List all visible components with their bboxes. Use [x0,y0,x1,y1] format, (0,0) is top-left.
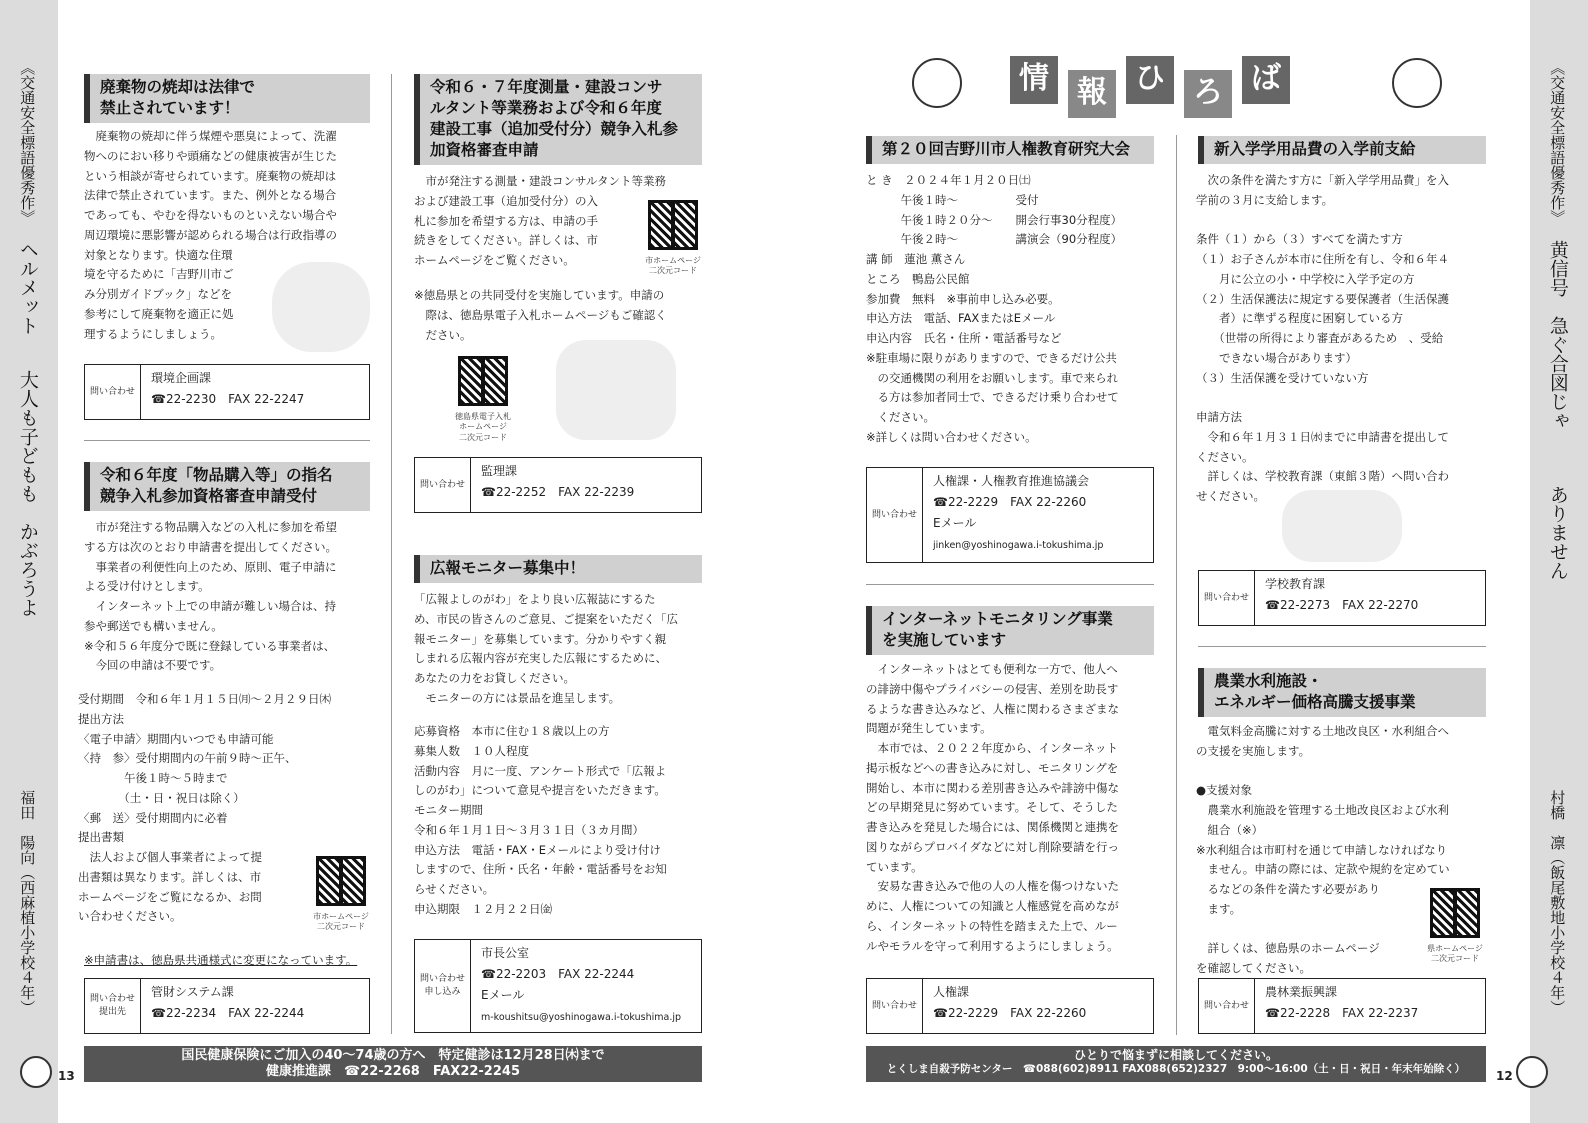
survey-contact-label: 問い合わせ [415,458,471,512]
footer-right-line1: ひとりで悩まずに相談してください。 [1073,1048,1278,1062]
goods-contact-dept: 管財システム課 [151,985,234,999]
agri-qr-code-icon [1430,888,1480,938]
agri-title: 農業水利施設・ エネルギー価格高騰支援事業 [1198,668,1486,717]
survey-qr1-caption: 市ホームページ 二次元コード [645,256,701,276]
survey-note: ※徳島県との共同受付を実施しています。申請の 際は、徳島県電子入札ホームページもご確認く ださい。 [414,288,667,342]
monitor-title: 広報モニター募集中！ [414,555,702,583]
goods-period: 受付期間 令和６年１月１５日㈪〜２月２９日㈭ 提出方法 〈電子申請〉期間内いつでも申請可能 〈持 参〉受付期間内の午前９時〜正午、 午後１時〜５時まで （土・日・祝日は除く） 〈郵 送〉受付期間内に必着 提出書類 法人および個人事業者によって提 出書類は異なります。詳しくは、市 ホームページをご覧になるか、お問 い合わせください。 [78,692,331,924]
header-char-5: ば [1242,56,1290,104]
waste-contact-tel: ☎22-2230 FAX 22-2247 [151,392,305,406]
goods-body: 市が発注する物品購入などの入札に参加を希望 する方は次のとおり申請書を提出してください。 事業者の利便性向上のため、原則、電子申請に よる受け付けとします。 インターネット上での申請が難しい場合は、持 参や郵送でも構いません。 ※令和５６年度分で既に登録している事業者は、 今回の申請は不要です。 [84,520,337,673]
human-rights-contact-box [866,467,1154,563]
students-illustration-icon [1282,490,1402,562]
agri-body: 電気料金高騰に対する土地改良区・水利組合へ の支援を実施します。 ●支援対象 農業水利施設を管理する土地改良区および水利 組合（※） ※水利組合は市町村を通じて申請しなければなり ません。申請の際には、定款や規約を定めてい るなどの条件を満たす必要があり ます。 詳しくは、徳島県のホームページ を確認してください。 [1196,724,1450,976]
divider-school [1198,646,1486,647]
agri-contact-label: 問い合わせ [1199,979,1255,1033]
monitor-contact-label: 問い合わせ 申し込み [415,940,471,1032]
goods-qr-caption: 市ホームページ 二次元コード [313,912,369,932]
survey-contact-box [414,457,702,513]
survey-contact-dept: 監理課 [481,464,518,478]
waste-body: 廃棄物の焼却に伴う煤煙や悪臭によって、洗濯 物へのにおい移りや頭痛などの健康被害が生じた という相談が寄せられています。廃棄物の焼却は 法律で禁止されています。また、例外となる場合 であっても、やむを得ないものといえない場合や 周辺環境に悪影響が認められる場合は行政指導の 対象となります。快適な住環 境を守るために「吉野川市ご み分別ガイドブック」などを 参考にして廃棄物を適正に処 理するようにしましょう。 [84,129,337,341]
human-rights-contact-label: 問い合わせ [867,468,923,562]
goods-contact-label: 問い合わせ 提出先 [85,979,141,1033]
waste-contact-dept: 環境企画課 [151,371,212,385]
right-slogan-header: 《交通安全標語優秀作》 [1548,60,1567,225]
human-rights-contact-mail[interactable]: jinken@yoshinogawa.i-tokushima.jp [933,540,1104,551]
divider-waste [84,440,370,441]
goods-note: ※申請書は、徳島県共通様式に変更になっています。 [84,953,358,967]
footer-mascot-left-icon [20,1056,52,1088]
survey-contact-tel: ☎22-2252 FAX 22-2239 [481,485,635,499]
header-char-2: 報 [1068,70,1116,118]
divider-col-left [391,74,392,1034]
survey-qr-code-2-icon [458,356,508,406]
header-char-1: 情 [1010,56,1058,104]
school-contact-box [1198,570,1486,626]
goods-contact-tel: ☎22-2234 FAX 22-2244 [151,1006,305,1020]
mascot-left-icon [912,58,962,108]
human-rights-contact-dept: 人権課・人権教育推進協議会 [933,474,1090,488]
right-slogan-author: 村橋 凛（飯尾敷地小学校４年） [1548,790,1567,1015]
school-title: 新入学学用品費の入学前支給 [1198,136,1486,164]
monitor-contact-mail-label: Eメール [481,988,525,1002]
mascot-right-icon [1392,58,1442,108]
school-contact-dept: 学校教育課 [1265,577,1326,591]
internet-contact-box [866,978,1154,1034]
monitor-contact-tel: ☎22-2203 FAX 22-2244 [481,967,635,981]
internet-body: インターネットはとても便利な一方で、他人へ の誹謗中傷やプライバシーの侵害、差別を助長す るような書き込みなど、人権に関わるさまざまな 問題が発生しています。 本市では、２０２２年度から、インターネット 掲示板などへの書き込みに対し、モニタリングを 開始し、本市に関わる差別書き込みや誹謗中傷な どの早期発見に努めています。そして、そうした 書き込みを発見した場合には、関係機関と連携を 図りながらプロバイダなどに対し削除要請を行っ ています。 安易な書き込みで他の人の人権を傷つけないた めに、人権についての知識と人権感覚を高めなが ら、インターネットの特性を踏まえた上で、ルー ルやモラルを守って利用するようにしましょう。 [866,662,1119,953]
internet-contact-tel: ☎22-2229 FAX 22-2260 [933,1006,1087,1020]
internet-contact-dept: 人権課 [933,985,970,999]
footer-left-line1: 国民健康保険にご加入の40〜74歳の方へ 特定健診は12月28日㈭まで [181,1048,605,1063]
footer-left-bar [84,1046,702,1082]
human-rights-contact-mail-label: Eメール [933,516,977,530]
monitor-contact-mail[interactable]: m-koushitsu@yoshinogawa.i-tokushima.jp [481,1012,682,1023]
goods-contact-box [84,978,370,1034]
waste-contact-box [84,364,370,420]
monitor-details: 応募資格 本市に住む１８歳以上の方 募集人数 １０人程度 活動内容 月に一度、アンケート形式で「広報よ しのがわ」について意見や提言をいただきます。 モニター期間 令和６年１月１日〜３月３１日（３カ月間） 申込方法 電話・FAX・Eメールにより受け付け しますので、住所・氏名・年齢・電話番号をお知 らせください。 申込期限 １２月２２日㈮ [414,724,667,916]
right-slogan-line2: ありません [1546,485,1569,580]
header-char-3: ひ [1126,56,1174,104]
survey-title: 令和６・７年度測量・建設コンサ ルタント等業務および令和６年度 建設工事（追加受付分）競争入札参 加資格審査申請 [414,74,702,165]
left-slogan-line1: ヘルメット [16,240,39,335]
divider-col-right [1176,135,1177,1035]
goods-title: 令和６年度「物品購入等」の指名 競争入札参加資格審査申請受付 [84,462,370,511]
survey-qr2-caption: 徳島県電子入札 ホームページ 二次元コード [455,412,511,442]
monitor-contact-dept: 市長公室 [481,946,530,960]
footer-left-line2: 健康推進課 ☎22-2268 FAX22-2245 [265,1064,520,1080]
human-rights-contact-tel: ☎22-2229 FAX 22-2260 [933,495,1087,509]
left-slogan-line2: 大人も子どもも かぶろうよ [16,370,39,617]
human-rights-title: 第２０回吉野川市人権教育研究大会 [866,136,1154,164]
left-slogan-header: 《交通安全標語優秀作》 [18,60,37,225]
internet-contact-label: 問い合わせ [867,979,923,1033]
survey-qr-code-1-icon [648,200,698,250]
internet-title: インターネットモニタリング事業 を実施しています [866,606,1154,655]
school-contact-tel: ☎22-2273 FAX 22-2270 [1265,598,1419,612]
agri-contact-box [1198,978,1486,1034]
agri-contact-dept: 農林業振興課 [1265,985,1338,999]
waste-contact-label: 問い合わせ [85,365,141,419]
header-char-4: ろ [1184,70,1232,118]
children-illustration-icon [272,262,370,352]
agri-contact-tel: ☎22-2228 FAX 22-2237 [1265,1006,1419,1020]
footer-right-line2: とくしま自殺予防センター ☎088(602)8911 FAX088(652)2327 9:00〜16:00（土・日・祝日・年末年始除く） [886,1063,1466,1075]
school-contact-label: 問い合わせ [1199,571,1255,625]
monitor-body: 「広報よしのがわ」をより良い広報誌にするた め、市民の皆さんのご意見、ご提案をいただく「広 報モニター」を募集しています。分かりやすく親 しまれる広報内容が充実した広報にするために、 あなたの力をお貸しください。 モニターの方には景品を進呈します。 [414,592,679,705]
left-slogan-author: 福田 陽向（西麻植小学校４年） [18,790,37,1015]
survey-body: 市が発注する測量・建設コンサルタント等業務 および建設工事（追加受付分）の入 札に参加を希望する方は、申請の手 続きをしてください。詳しくは、市 ホームページをご覧ください。 [414,174,666,268]
monitor-contact-box [414,939,702,1033]
page-number-left: 13 [58,1069,75,1083]
footer-right-bar [866,1046,1486,1082]
mascots-illustration-icon [556,340,676,440]
right-slogan-line1: 黄信号 急ぐ合図じゃ [1546,240,1569,430]
school-body: 次の条件を満たす方に「新入学学用品費」を入 学前の３月に支給します。 条件（１）から（３）すべてを満たす方 （１）お子さんが本市に住所を有し、令和６年４ 月に公立の小・中学校に入学予定の方 （２）生活保護法に規定する要保護者（生活保護 者）に準ずる程度に困窮している方 （世帯の所得により審査があるため 、受給 できない場合があります） （３）生活保護を受けていない方 申請方法 令和６年１月３１日㈬までに申請書を提出して ください。 詳しくは、学校教育課（東館３階）へ問い合わ せください。 [1196,173,1449,504]
footer-mascot-right-icon [1516,1056,1548,1088]
waste-title: 廃棄物の焼却は法律で 禁止されています！ [84,74,370,123]
goods-qr-code-icon [316,856,366,906]
human-rights-body: と き ２０２４年１月２０日㈯ 午後１時〜 受付 午後１時２０分〜 開会行事30分程度） 午後２時〜 講演会（90分程度） 講 師 蓮池 薫さん ところ 鴨島公民館 参加費 無料 ※事前申し込み必要。 申込方法 電話、FAXまたはEメール 申込内容 氏名・住所・電話番号など ※駐車場に限りがありますので、できるだけ公共 の交通機関の利用をお願いします。車で来られ る方は参加者同士で、できるだけ乗り合わせて ください。 ※詳しくは問い合わせください。 [866,173,1123,444]
divider-human-rights [866,584,1154,585]
page-number-right: 12 [1496,1069,1513,1083]
agri-qr-caption: 県ホームページ 二次元コード [1427,944,1483,964]
